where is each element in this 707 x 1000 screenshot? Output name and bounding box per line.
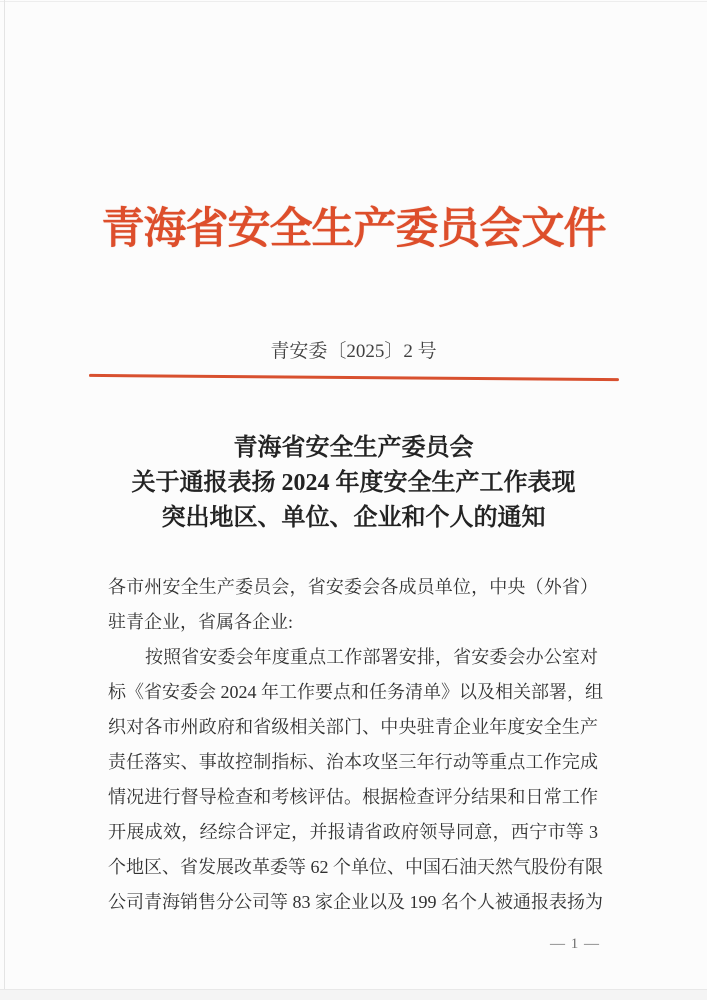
body-line-4: 标《省安委会 2024 年工作要点和任务清单》以及相关部署，组 [108,682,603,702]
document-number: 青安委〔2025〕2 号 [270,341,437,362]
page-number: — 1 — [550,936,600,952]
body-line-7: 情况进行督导检查和考核评估。根据检查评分结果和日常工作 [108,787,598,807]
notice-title-line-2: 关于通报表扬 2024 年度安全生产工作表现 [131,470,576,496]
scan-edge-top [0,1,707,2]
document-header-title: 青海省安全生产委员会文件 [101,206,606,253]
notice-title-line-1: 青海省安全生产委员会 [233,435,474,461]
body-line-8: 开展成效，经综合评定，并报请省政府领导同意，西宁市等 3 [108,822,598,842]
body-line-2: 驻青企业，省属各企业: [108,612,293,632]
notice-body [108,570,603,920]
body-line-10: 公司青海销售分公司等 83 家企业以及 199 名个人被通报表扬为 [108,892,603,912]
notice-title-line-3: 突出地区、单位、企业和个人的通知 [161,505,546,531]
body-line-1: 各市州安全生产委员会，省安委会各成员单位，中央（外省） [108,577,598,597]
body-line-3: 按照省安委会年度重点工作部署安排，省安委会办公室对 [145,647,598,667]
body-line-6: 责任落实、事故控制指标、治本攻坚三年行动等重点工作完成 [108,752,598,772]
body-line-5: 织对各市州政府和省级相关部门、中央驻青企业年度安全生产 [108,717,598,737]
body-line-9: 个地区、省发展改革委等 62 个单位、中国石油天然气股份有限 [108,857,603,877]
notice-title [0,431,707,536]
red-separator-line [89,374,619,381]
scan-edge-bottom [0,989,707,1000]
